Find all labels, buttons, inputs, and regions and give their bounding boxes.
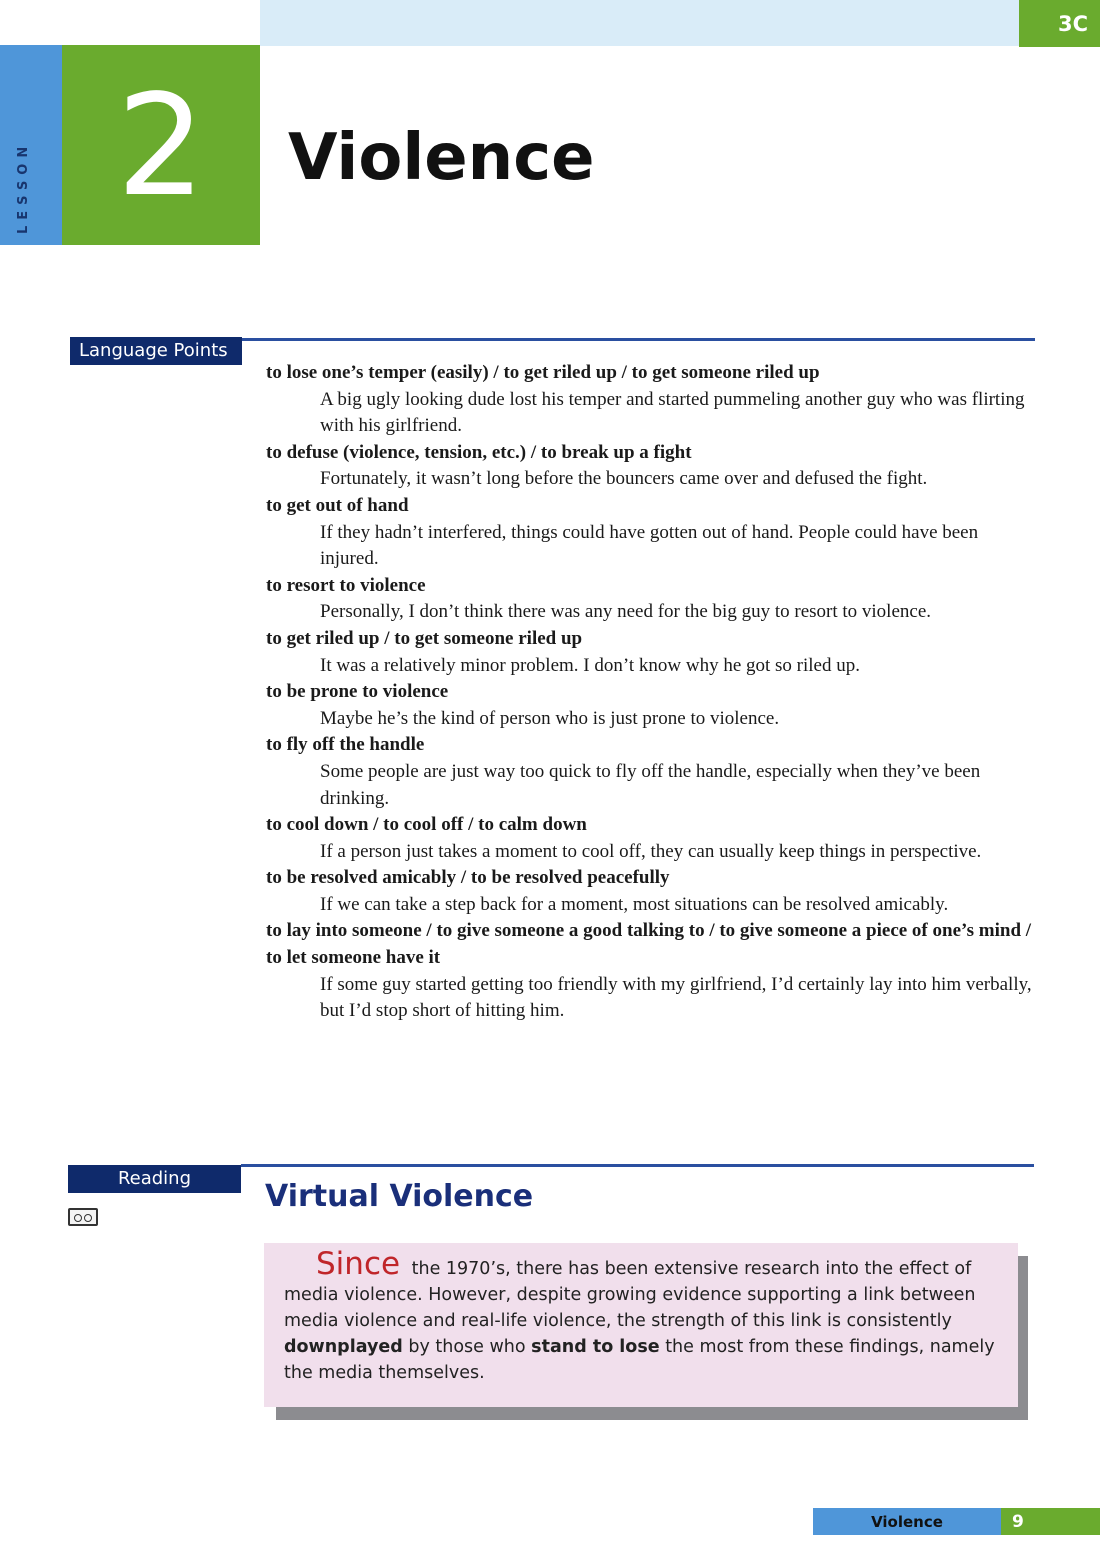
drop-word: Since	[316, 1246, 401, 1282]
point-term: to cool down / to cool off / to calm down	[266, 814, 587, 836]
language-points-rule	[242, 338, 1035, 341]
point-term: to resort to violence	[266, 574, 426, 596]
point-example: If a person just takes a moment to cool off, they can usually keep things in perspective.	[320, 840, 982, 862]
point-example: Some people are just way too quick to fly off the handle, especially when they’ve been drinking.	[320, 760, 981, 809]
footer-section-label: Violence	[871, 1512, 943, 1531]
language-points-list	[266, 360, 1036, 1025]
footer-page-tab	[1001, 1508, 1100, 1535]
language-point	[266, 812, 1036, 865]
lesson-label: LESSON	[16, 140, 31, 235]
lesson-number: 2	[116, 65, 206, 228]
unit-tab	[1019, 0, 1100, 47]
language-point	[266, 679, 1036, 732]
passage-bold-term: stand to lose	[531, 1337, 660, 1357]
cassette-icon[interactable]	[68, 1208, 98, 1226]
lesson-number-block	[62, 45, 260, 245]
language-point	[266, 732, 1036, 812]
language-points-label: Language Points	[70, 337, 242, 365]
language-point	[266, 440, 1036, 493]
header-top-strip	[260, 0, 1020, 46]
point-term: to lose one’s temper (easily) / to get riled up / to get someone riled up	[266, 362, 820, 383]
point-term: to lay into someone / to give someone a good talking to / to give someone a piece of one’s mind / to let someone have it	[266, 920, 1032, 969]
passage-text: the 1970’s, there has been extensive research into the effect of media violence. However, despite growing evidence supporting a link between media violence and real-life violence, the strength of this link is consistently	[284, 1259, 976, 1331]
point-term: to get out of hand	[266, 494, 409, 516]
point-term: to be resolved amicably / to be resolved peacefully	[266, 867, 670, 889]
point-example: If we can take a step back for a moment, most situations can be resolved amicably.	[320, 893, 949, 915]
point-example: Maybe he’s the kind of person who is just prone to violence.	[320, 707, 780, 729]
point-term: to fly off the handle	[266, 734, 425, 756]
point-example: A big ugly looking dude lost his temper and started pummeling another guy who was flirting with his girlfriend.	[320, 388, 1025, 437]
lesson-side-band	[0, 45, 62, 245]
point-example: Personally, I don’t think there was any need for the big guy to resort to violence.	[320, 601, 932, 623]
language-point	[266, 493, 1036, 573]
passage-text: by those who	[402, 1337, 532, 1357]
point-term: to get riled up / to get someone riled up	[266, 627, 583, 649]
point-example: If they hadn’t interfered, things could have gotten out of hand. People could have been injured.	[320, 521, 979, 570]
passage-text: the most from these findings, namely the media themselves.	[284, 1337, 995, 1383]
unit-tab-label: 3C	[1057, 11, 1088, 36]
reading-passage	[264, 1243, 1018, 1407]
language-point	[266, 573, 1036, 626]
language-point	[266, 626, 1036, 679]
reading-title: Virtual Violence	[265, 1179, 534, 1214]
page-number: 9	[1012, 1511, 1024, 1532]
footer-section-tab	[813, 1508, 1001, 1535]
reading-label: Reading	[68, 1165, 241, 1193]
language-point	[266, 865, 1036, 918]
passage-bold-term: downplayed	[284, 1337, 403, 1357]
language-point	[266, 918, 1036, 1024]
point-term: to defuse (violence, tension, etc.) / to break up a fight	[266, 441, 692, 463]
language-point	[266, 360, 1036, 440]
point-example: It was a relatively minor problem. I don’t know why he got so riled up.	[320, 654, 860, 676]
point-term: to be prone to violence	[266, 681, 449, 703]
page-title: Violence	[288, 121, 595, 195]
point-example: If some guy started getting too friendly with my girlfriend, I’d certainly lay into him verbally, but I’d stop short of hitting him.	[320, 973, 1032, 1022]
point-example: Fortunately, it wasn’t long before the bouncers came over and defused the fight.	[320, 468, 928, 490]
reading-rule	[241, 1164, 1034, 1167]
